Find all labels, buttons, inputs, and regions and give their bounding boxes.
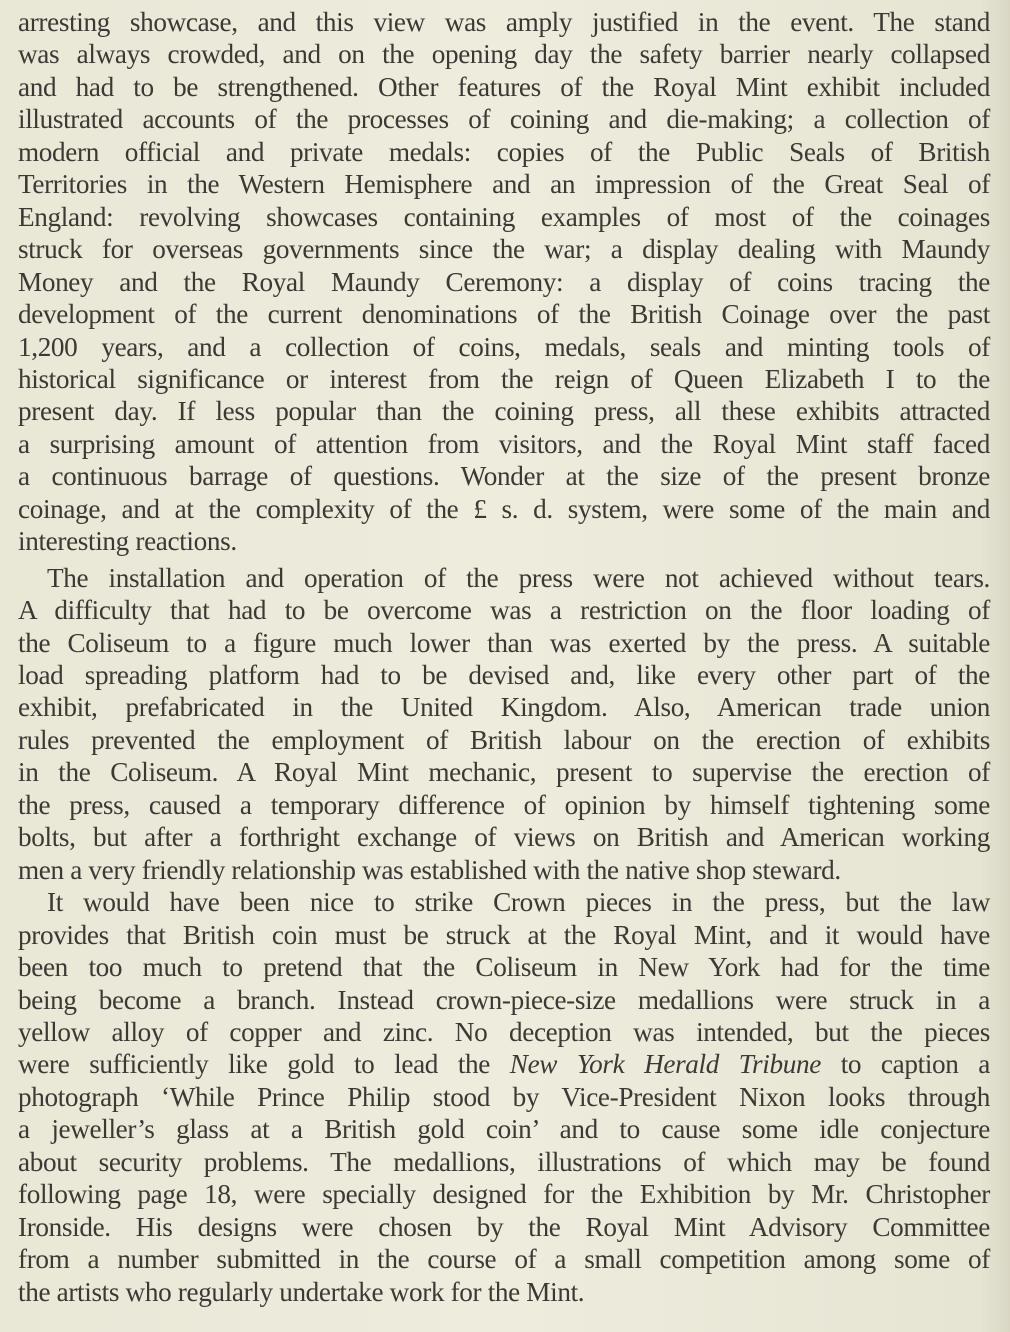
text-line: being become a branch. Instead crown-piece-size medallions were struck in a <box>18 984 990 1015</box>
text-line: Ironside. His designs were chosen by the Royal Mint Advisory Committee <box>18 1211 990 1242</box>
text-line: struck for overseas governments since the war; a display dealing with Maundy <box>18 234 990 265</box>
text-line: been too much to pretend that the Coliseum in New York had for the time <box>18 952 990 983</box>
text-line: The installation and operation of the press were not achieved without tears. <box>47 562 990 593</box>
text-line: yellow alloy of copper and zinc. No deception was intended, but the pieces <box>18 1016 990 1047</box>
newspaper-title: New York Herald Tribune <box>509 1049 821 1080</box>
text-line: 1,200 years, and a collection of coins, medals, seals and minting tools of <box>18 331 990 362</box>
text-line: a surprising amount of attention from visitors, and the Royal Mint staff faced <box>18 428 990 459</box>
text-line: about security problems. The medallions, illustrations of which may be found <box>18 1146 990 1177</box>
text-line: the Coliseum to a figure much lower than was exerted by the press. A suitable <box>18 627 990 658</box>
text-line: interesting reactions. <box>18 526 237 557</box>
text-line <box>18 1048 990 1080</box>
text-line: development of the current denominations of the British Coinage over the past <box>18 299 990 330</box>
text-line: coinage, and at the complexity of the £ s. d. system, were some of the main and <box>18 493 990 524</box>
text-line: England: revolving showcases containing examples of most of the coinages <box>18 201 990 232</box>
text-line: the artists who regularly undertake work for the Mint. <box>18 1276 585 1307</box>
text-line: load spreading platform had to be devised and, like every other part of the <box>18 660 990 690</box>
text-line: historical significance or interest from the reign of Queen Elizabeth I to the <box>18 363 990 394</box>
text-line: from a number submitted in the course of a small competition among some of <box>18 1244 990 1275</box>
text-run: were sufficiently like gold to lead the <box>18 1049 510 1080</box>
text-line: men a very friendly relationship was established with the native shop steward. <box>18 854 841 885</box>
text-line: Territories in the Western Hemisphere and an impression of the Great Seal of <box>18 169 990 200</box>
text-line: provides that British coin must be struck at the Royal Mint, and it would have <box>18 919 990 950</box>
text-line: following page 18, were specially designed for the Exhibition by Mr. Christopher <box>18 1179 990 1210</box>
text-run: to caption a <box>820 1049 990 1080</box>
text-line: present day. If less popular than the coining press, all these exhibits attracted <box>18 396 990 427</box>
text-line: modern official and private medals: copies of the Public Seals of British <box>18 136 990 167</box>
text-line: the press, caused a temporary difference of opinion by himself tightening some <box>18 789 990 820</box>
text-line: bolts, but after a forthright exchange of views on British and American working <box>18 822 990 853</box>
text-line: rules prevented the employment of British labour on the erection of exhibits <box>18 724 990 755</box>
text-line: a continuous barrage of questions. Wonder at the size of the present bronze <box>18 461 990 492</box>
text-line: A difficulty that had to be overcome was a restriction on the floor loading of <box>18 595 990 626</box>
text-line: illustrated accounts of the processes of coining and die-making; a collection of <box>18 104 990 135</box>
text-line: was always crowded, and on the opening day the safety barrier nearly collapsed <box>18 39 990 70</box>
text-line: and had to be strengthened. Other features of the Royal Mint exhibit included <box>18 71 990 102</box>
text-line: Money and the Royal Maundy Ceremony: a display of coins tracing the <box>18 266 990 297</box>
text-line: photograph ‘While Prince Philip stood by Vice-President Nixon looks through <box>18 1081 990 1112</box>
text-line: It would have been nice to strike Crown pieces in the press, but the law <box>47 887 990 918</box>
text-line: arresting showcase, and this view was amply justified in the event. The stand <box>18 7 990 37</box>
text-line: exhibit, prefabricated in the United Kingdom. Also, American trade union <box>18 692 990 723</box>
text-line: a jeweller’s glass at a British gold coin’ and to cause some idle conjecture <box>18 1114 990 1145</box>
text-line: in the Coliseum. A Royal Mint mechanic, present to supervise the erection of <box>18 757 990 788</box>
